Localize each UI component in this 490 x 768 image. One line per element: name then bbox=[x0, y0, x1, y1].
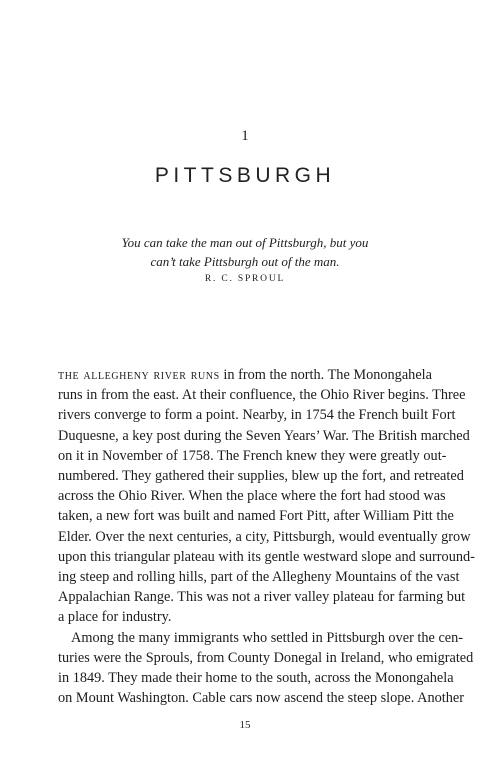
body-line: Among the many immigrants who settled in Pittsburgh over the cen- bbox=[71, 629, 464, 646]
chapter-title: PITTSBURGH bbox=[154, 164, 336, 187]
epigraph-line: You can take the man out of Pittsburgh, but you bbox=[121, 235, 369, 250]
body-line: taken, a new fort was built and named Fort Pitt, after William Pitt the bbox=[58, 508, 454, 525]
body-line: turies were the Sprouls, from County Donegal in Ireland, who emigrated bbox=[58, 649, 474, 666]
epigraph-attribution: R. C. SPROUL bbox=[204, 274, 286, 284]
page-number: 15 bbox=[239, 719, 251, 731]
body-line bbox=[58, 365, 432, 385]
epigraph bbox=[95, 233, 395, 271]
body-line: rivers converge to form a point. Nearby, in 1754 the French built Fort bbox=[58, 407, 456, 424]
body-line: in 1849. They made their home to the south, across the Monongahela bbox=[58, 670, 454, 687]
body-line: upon this triangular plateau with its gentle westward slope and surround- bbox=[58, 548, 475, 565]
body-line: runs in from the east. At their confluence, the Ohio River begins. Three bbox=[58, 387, 466, 404]
body-line: a place for industry. bbox=[58, 609, 172, 626]
body-line: Elder. Over the next centuries, a city, Pittsburgh, would eventually grow bbox=[58, 528, 471, 545]
body-line: numbered. They gathered their supplies, blew up the fort, and retreated bbox=[58, 468, 464, 485]
opening-smallcaps: the allegheny river runs bbox=[58, 367, 220, 383]
body-line-text: in from the north. The Monongahela bbox=[219, 367, 432, 383]
body-text bbox=[58, 365, 475, 708]
body-line: Appalachian Range. This was not a river valley plateau for farming but bbox=[58, 589, 466, 606]
chapter-number: 1 bbox=[241, 128, 249, 144]
body-line: ing steep and rolling hills, part of the Allegheny Mountains of the vast bbox=[58, 569, 460, 586]
epigraph-line: can’t take Pittsburgh out of the man. bbox=[150, 254, 340, 269]
body-line: across the Ohio River. When the place where the fort had stood was bbox=[58, 488, 446, 505]
body-line: on it in November of 1758. The French knew they were greatly out- bbox=[58, 447, 447, 464]
body-line: on Mount Washington. Cable cars now ascend the steep slope. Another bbox=[58, 690, 464, 707]
body-line: Duquesne, a key post during the Seven Years’ War. The British marched bbox=[58, 427, 470, 444]
